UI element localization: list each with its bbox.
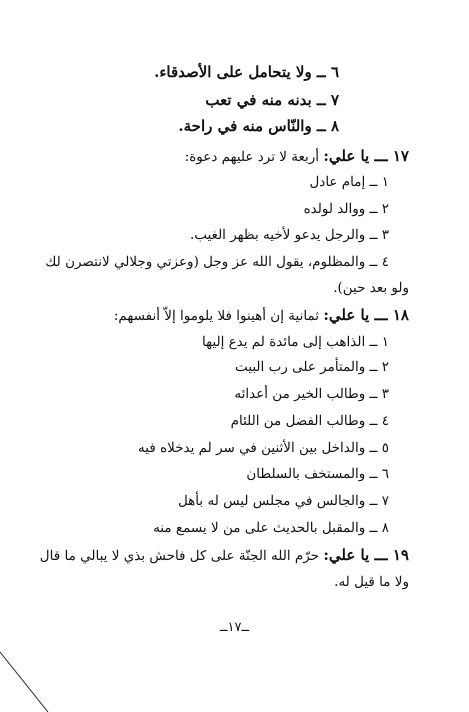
section-17-intro: أربعة لا ترد عليهم دعوة: bbox=[184, 149, 324, 165]
item-8-line: ٨ ــ والنّاس منه في راحة. bbox=[178, 117, 339, 135]
section-18-label: ١٨ ـــ يا علي: bbox=[323, 306, 409, 324]
list-17-item-2: ٢ ــ ووالد لولده bbox=[303, 201, 389, 217]
section-19-text: حرّم الله الجنّة على كل فاحش بذي لا يبالي ما قال bbox=[39, 548, 324, 564]
list-18-item-1: ١ ــ الذاهب إلى مائدة لم يدع إليها bbox=[202, 334, 389, 350]
section-19-text-cont: ولا ما قيل له. bbox=[334, 574, 409, 590]
list-18-item-4: ٤ ــ وطالب الفضل من اللئام bbox=[230, 413, 389, 429]
list-18-item-8: ٨ ــ والمقبل بالحديث على من لا يسمع منه bbox=[153, 520, 389, 536]
item-6-line: ٦ ــ ولا يتحامل على الأصدقاء. bbox=[154, 63, 339, 81]
list-18-item-3: ٣ ــ وطالب الخير من أعدائه bbox=[234, 386, 389, 402]
list-17-item-3: ٣ ــ والرجل يدعو لأخيه بظهر الغيب. bbox=[189, 227, 389, 243]
list-18-item-2: ٢ ــ والمتأمر على رب البيت bbox=[235, 359, 389, 375]
page-number: ــ١٧ــ bbox=[219, 620, 250, 635]
list-17-item-4: ٤ ــ والمظلوم، يقول الله عز وجل (وعزتي وجلالي لانتصرن لك bbox=[45, 254, 389, 270]
section-19-label: ١٩ ـــ يا علي: bbox=[323, 546, 409, 564]
list-17-item-4-cont: ولو بعد حين). bbox=[333, 280, 409, 296]
list-18-item-6: ٦ ــ والمستخف بالسلطان bbox=[246, 466, 389, 482]
list-18-item-5: ٥ ــ والداخل بين الأثنين في سر لم يدخلاه فيه bbox=[138, 440, 389, 456]
list-17-item-1: ١ ــ إمام عادل bbox=[309, 174, 389, 190]
item-7-line: ٧ ــ بدنه منه في تعب bbox=[205, 91, 339, 109]
section-17-label: ١٧ ـــ يا علي: bbox=[323, 147, 409, 165]
list-18-item-7: ٧ ــ والجالس في مجلس ليس له بأهل bbox=[177, 493, 389, 509]
section-18-intro: ثمانية إن أهينوا فلا يلوموا إلاّ أنفسهم: bbox=[113, 308, 324, 324]
